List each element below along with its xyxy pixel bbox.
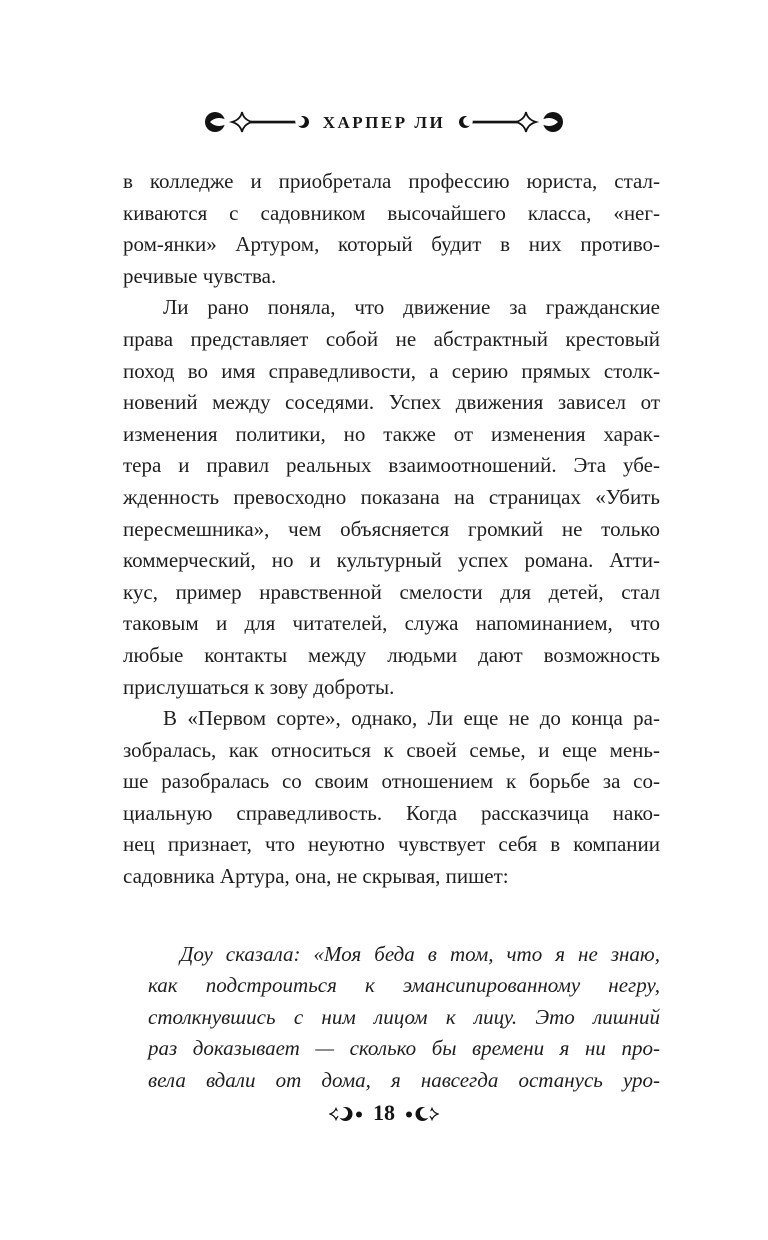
text-line: прислушаться к зову доброты. — [123, 674, 395, 699]
quote-line: как подстроиться к эмансипированному негру, — [148, 973, 660, 998]
text-line: киваются с садовником высочайшего класса, «нег- — [123, 200, 660, 225]
page-text — [123, 166, 660, 1097]
text-line: ше разобралась со своим отношением к борьбе за со- — [123, 769, 660, 794]
block-quote — [148, 939, 660, 1097]
page-footer — [0, 1101, 768, 1127]
quote-line: столкнувшись с ним лицом к лицу. Это лишний — [148, 1004, 660, 1029]
running-header-title: ХАРПЕР ЛИ — [322, 113, 446, 132]
footer-flourish-right-icon — [405, 1105, 439, 1123]
text-line: кус, пример нравственной смелости для детей, стал — [123, 579, 660, 604]
quote-line: раз доказывает — сколько бы времени я ни про- — [148, 1036, 660, 1061]
footer-flourish-left-icon — [329, 1105, 363, 1123]
text-line: любые контакты между людьми дают возможность — [123, 642, 660, 667]
text-line: речивые чувства. — [123, 263, 277, 288]
text-line: тера и правил реальных взаимоотношений. Эта убе- — [123, 453, 660, 478]
paragraph — [123, 703, 660, 893]
text-line: коммерческий, но и культурный успех романа. Атти- — [123, 548, 660, 573]
text-line: Ли рано поняла, что движение за гражданские — [163, 295, 660, 320]
text-line: жденность превосходно показана на страницах «Убить — [123, 484, 660, 509]
text-line: права представляет собой не абстрактный крестовый — [123, 326, 660, 351]
page-number: 18 — [373, 1100, 395, 1125]
paragraph — [123, 166, 660, 292]
paragraph — [123, 292, 660, 703]
quote-line: Доу сказала: «Моя беда в том, что я не знаю, — [180, 941, 660, 966]
text-line: изменения политики, но также от изменения харак- — [123, 421, 660, 446]
text-line: новений между соседями. Успех движения зависел от — [123, 390, 660, 415]
text-line: в колледже и приобретала профессию юриста, стал- — [123, 169, 660, 193]
header-flourish-left-icon — [204, 109, 310, 135]
header-flourish-right-icon — [458, 109, 564, 135]
text-line: В «Первом сорте», однако, Ли еще не до конца ра- — [163, 706, 660, 731]
text-line: ром-янки» Артуром, который будит в них противо- — [123, 232, 660, 257]
text-line: пересмешника», чем объясняется громкий не только — [123, 516, 660, 541]
text-line: циальную справедливость. Когда рассказчица нако- — [123, 800, 660, 825]
text-line: таковым и для читателей, служа напоминанием, что — [123, 611, 660, 636]
text-line: садовника Артура, она, не скрывая, пишет: — [123, 864, 509, 889]
text-line: поход во имя справедливости, а серию прямых столк- — [123, 358, 660, 383]
text-line: нец признает, что неуютно чувствует себя в компании — [123, 832, 660, 857]
quote-line: вела вдали от дома, я навсегда останусь уро- — [148, 1068, 660, 1093]
running-header — [0, 108, 768, 136]
text-line: зобралась, как относиться к своей семье, и еще мень- — [123, 737, 660, 762]
